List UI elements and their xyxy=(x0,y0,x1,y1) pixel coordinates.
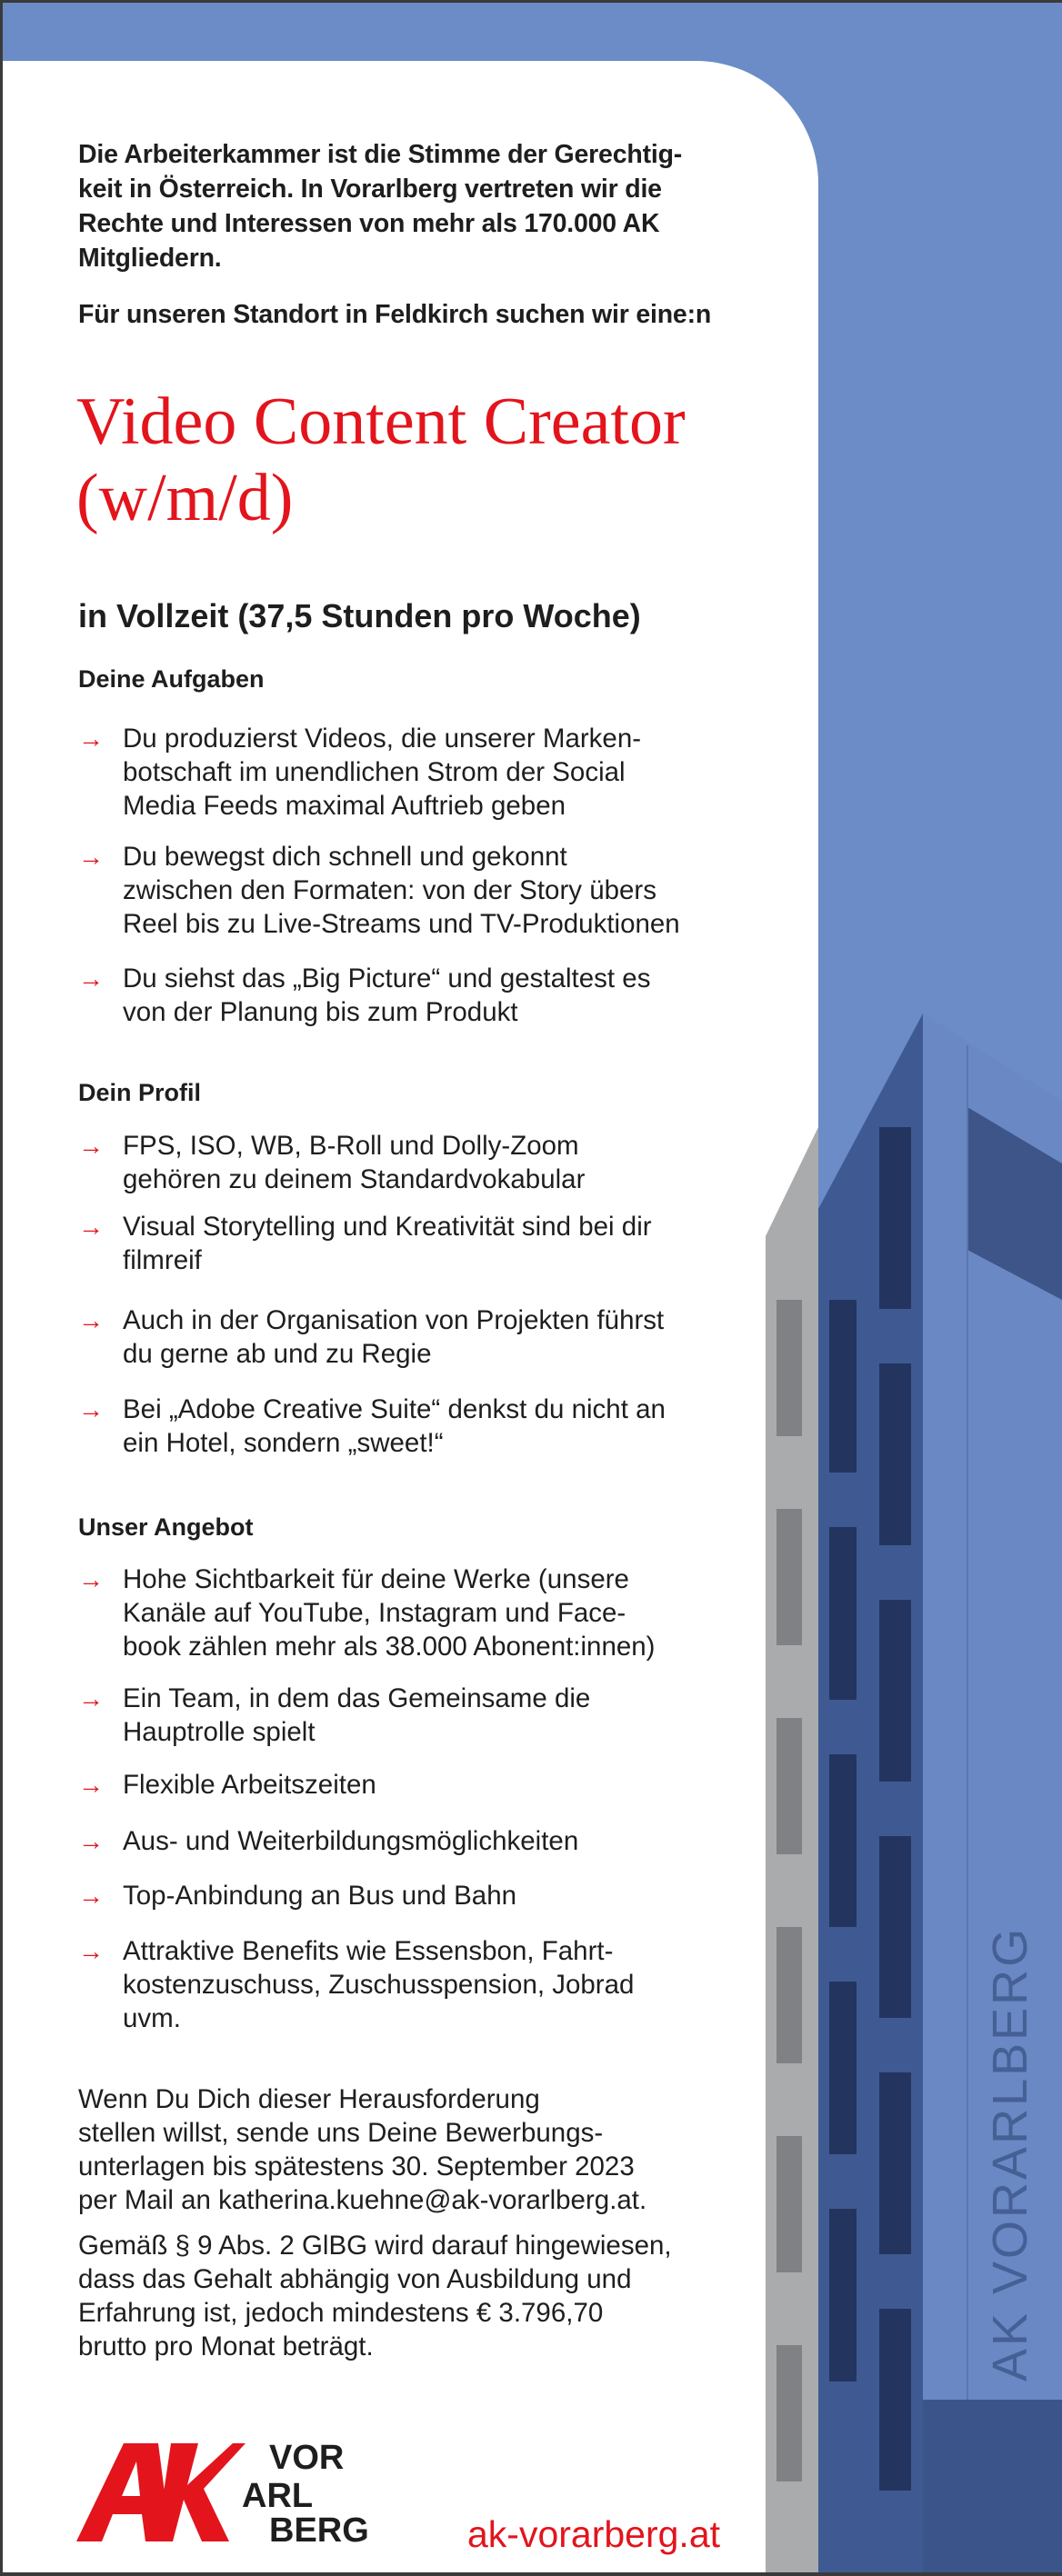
list-item-line: kostenzuschuss, Zuschusspension, Jobrad xyxy=(123,1970,635,2000)
list-item-text xyxy=(123,1934,634,2035)
location-text: Für unseren Standort in Feldkirch suchen wir eine:n xyxy=(78,300,712,329)
arrow-right-icon: → xyxy=(78,724,104,753)
list-item-line: book zählen mehr als 38.000 Abonent:innen) xyxy=(123,1632,656,1662)
intro-line: Rechte und Interessen von mehr als 170.000 AK xyxy=(78,209,660,238)
list-item-text xyxy=(123,1824,578,1858)
job-title xyxy=(76,384,686,536)
title-line: (w/m/d) xyxy=(76,461,294,535)
list-item-text xyxy=(123,962,650,1029)
ak-logo xyxy=(76,2441,258,2546)
list-item-line: Du bewegst dich schnell und gekonnt xyxy=(123,842,567,872)
list-item-text xyxy=(123,1129,585,1196)
list-item-line: Top-Anbindung an Bus und Bahn xyxy=(123,1881,517,1911)
arrow-right-icon: → xyxy=(78,1565,104,1593)
list-item-line: Reel bis zu Live-Streams und TV-Produktionen xyxy=(123,909,680,939)
section-heading: Unser Angebot xyxy=(78,1513,254,1541)
list-item-text xyxy=(123,1303,664,1371)
intro-text xyxy=(78,137,682,275)
arrow-right-icon: → xyxy=(78,1306,104,1334)
list-item-text xyxy=(123,1682,590,1749)
arrow-right-icon: → xyxy=(78,1827,104,1855)
section-heading: Deine Aufgaben xyxy=(78,665,265,693)
arrow-right-icon: → xyxy=(78,1937,104,1965)
list-item-text xyxy=(123,840,680,941)
list-item-line: von der Planung bis zum Produkt xyxy=(123,997,518,1027)
arrow-right-icon: → xyxy=(78,1684,104,1712)
salary-text xyxy=(78,2229,672,2363)
title-line: Video Content Creator xyxy=(76,384,686,459)
list-item-line: ein Hotel, sondern „sweet!“ xyxy=(123,1428,444,1458)
arrow-right-icon: → xyxy=(78,1132,104,1160)
list-item-line: FPS, ISO, WB, B-Roll und Dolly-Zoom xyxy=(123,1131,579,1161)
list-item-line: Bei „Adobe Creative Suite“ denkst du nicht an xyxy=(123,1394,666,1424)
arrow-right-icon: → xyxy=(78,1213,104,1241)
application-line: per Mail an katherina.kuehne@ak-vorarlberg.at. xyxy=(78,2185,647,2215)
list-item-line: zwischen den Formaten: von der Story übers xyxy=(123,875,657,905)
intro-line: Mitgliedern. xyxy=(78,244,222,273)
list-item-line: Media Feeds maximal Auftrieb geben xyxy=(123,791,566,821)
building-sign: AK VORARLBERG xyxy=(983,1925,1037,2381)
list-item-line: Du siehst das „Big Picture“ und gestaltest es xyxy=(123,964,651,993)
arrow-right-icon: → xyxy=(78,964,104,993)
job-hours: in Vollzeit (37,5 Stunden pro Woche) xyxy=(78,597,641,634)
list-item-line: uvm. xyxy=(123,2003,181,2033)
salary-line: brutto pro Monat beträgt. xyxy=(78,2331,374,2361)
list-item-line: du gerne ab und zu Regie xyxy=(123,1339,432,1369)
list-item-text xyxy=(123,1210,652,1277)
list-item-text xyxy=(123,722,641,823)
list-item-line: Hauptrolle spielt xyxy=(123,1717,316,1747)
application-line: stellen willst, sende uns Deine Bewerbungs- xyxy=(78,2118,604,2148)
list-item-line: Aus- und Weiterbildungsmöglichkeiten xyxy=(123,1826,579,1856)
salary-line: Erfahrung ist, jedoch mindestens € 3.796,70 xyxy=(78,2298,604,2328)
section-heading: Dein Profil xyxy=(78,1079,202,1106)
list-item-text xyxy=(123,1879,516,1912)
list-item-text xyxy=(123,1393,666,1460)
list-item-text xyxy=(123,1563,656,1663)
application-line: Wenn Du Dich dieser Herausforderung xyxy=(78,2084,540,2114)
list-item-line: Ein Team, in dem das Gemeinsame die xyxy=(123,1683,591,1713)
list-item-line: Du produzierst Videos, die unserer Marken- xyxy=(123,724,642,754)
arrow-right-icon: → xyxy=(78,1771,104,1799)
list-item-line: Kanäle auf YouTube, Instagram und Face- xyxy=(123,1598,626,1628)
logo-k-shape xyxy=(156,2443,245,2541)
logo-line-arl: ARL xyxy=(242,2477,314,2515)
list-item-line: Visual Storytelling und Kreativität sind bei dir xyxy=(123,1212,652,1242)
list-item-line: Auch in der Organisation von Projekten führst xyxy=(123,1305,665,1335)
list-item-line: Hohe Sichtbarkeit für deine Werke (unsere xyxy=(123,1564,629,1594)
list-item-text xyxy=(123,1768,376,1802)
list-item-line: Flexible Arbeitszeiten xyxy=(123,1770,376,1800)
application-text xyxy=(78,2082,646,2217)
list-item-line: gehören zu deinem Standardvokabular xyxy=(123,1164,586,1194)
arrow-right-icon: → xyxy=(78,843,104,871)
arrow-right-icon: → xyxy=(78,1395,104,1423)
list-item-line: filmreif xyxy=(123,1245,202,1275)
website-link[interactable]: ak-vorarberg.at xyxy=(467,2513,721,2555)
list-item-line: Attraktive Benefits wie Essensbon, Fahrt- xyxy=(123,1936,614,1966)
logo-line-berg: BERG xyxy=(269,2511,369,2550)
application-line: unterlagen bis spätestens 30. September 2023 xyxy=(78,2152,635,2182)
salary-line: Gemäß § 9 Abs. 2 GlBG wird darauf hingewiesen, xyxy=(78,2231,672,2261)
logo-line-vor: VOR xyxy=(269,2439,345,2477)
intro-line: keit in Österreich. In Vorarlberg vertreten wir die xyxy=(78,175,662,204)
list-item-line: botschaft im unendlichen Strom der Social xyxy=(123,757,626,787)
arrow-right-icon: → xyxy=(78,1882,104,1910)
salary-line: dass das Gehalt abhängig von Ausbildung und xyxy=(78,2264,632,2294)
intro-line: Die Arbeiterkammer ist die Stimme der Gerechtig- xyxy=(78,140,683,169)
